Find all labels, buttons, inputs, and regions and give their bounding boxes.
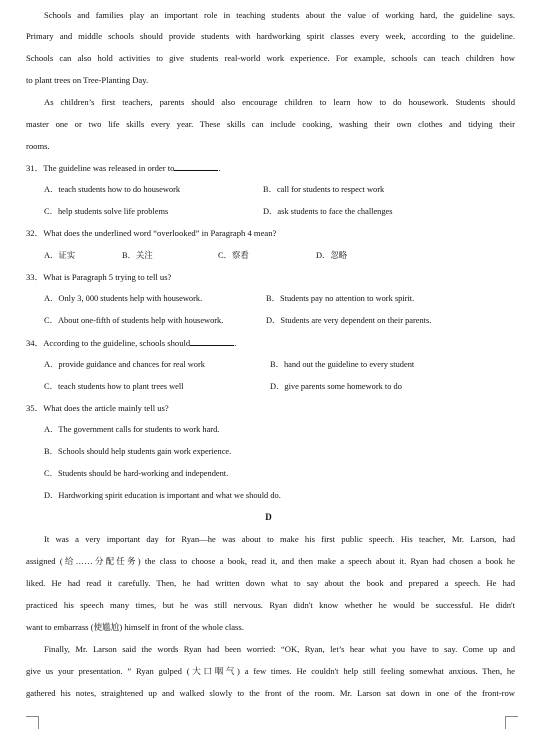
- passage-line: give us your presentation. ” Ryan gulped (大口咽气) a few times. He couldn't help still feeling somewhat anxious. Then, he: [26, 666, 515, 676]
- option-c: C．help students solve life problems: [44, 207, 169, 216]
- page-corner-mark: [505, 716, 518, 729]
- passage-line: assigned (给……分配任务) the class to choose a book, read it, and then make a speech about it. Ryan had chosen a book he: [26, 556, 515, 566]
- question-33-stem: 33．What is Paragraph 5 trying to tell us?: [26, 272, 172, 282]
- option-c: C．teach students how to plant trees well: [44, 382, 184, 391]
- question-text: 31．The guideline was released in order to: [26, 163, 175, 173]
- option-c: C．察看: [218, 251, 249, 260]
- passage-line: master one or two life skills every year. These skills can include cooking, washing their own clothes and tidying their: [26, 119, 515, 129]
- option-a: A．Only 3, 000 students help with housework.: [44, 294, 203, 303]
- option-b: B．Students pay no attention to work spirit.: [266, 294, 415, 303]
- option-b: B．关注: [122, 251, 153, 260]
- question-text-end: .: [234, 338, 237, 348]
- passage-line: Primary and middle schools should provide students with hardworking spirit classes every week, according to the guideline.: [26, 31, 515, 41]
- option-b: B．Schools should help students gain work experience.: [44, 447, 232, 456]
- passage-line: Finally, Mr. Larson said the words Ryan had been worried: “OK, Ryan, let’s hear what you have to say. Come up and: [44, 644, 515, 654]
- passage-line: want to embarrass (使尴尬) himself in front of the whole class.: [26, 622, 244, 632]
- option-d: D．give parents some homework to do: [270, 382, 402, 391]
- section-title: D: [265, 512, 272, 522]
- option-a: A．证实: [44, 251, 76, 260]
- option-d: D．Hardworking spirit education is important and what we should do.: [44, 491, 281, 500]
- option-a: A．The government calls for students to work hard.: [44, 425, 220, 434]
- option-c: C．About one-fifth of students help with housework.: [44, 316, 224, 325]
- passage-line: rooms.: [26, 141, 50, 151]
- option-d: D．忽略: [316, 251, 348, 260]
- passage-line: to plant trees on Tree-Planting Day.: [26, 75, 149, 85]
- option-d: D．Students are very dependent on their parents.: [266, 316, 432, 325]
- answer-blank: [190, 337, 237, 348]
- question-34-stem: [26, 337, 515, 349]
- question-31-stem: [26, 162, 515, 174]
- option-a: A．provide guidance and chances for real work: [44, 360, 205, 369]
- passage-line: practiced his speech many times, but he was still nervous. Ryan didn't know whether he would be successful. He didn't: [26, 600, 515, 610]
- passage-line: Schools and families play an important role in teaching students about the value of working hard, the guideline says.: [44, 10, 515, 20]
- question-text: 34．According to the guideline, schools should: [26, 338, 191, 348]
- question-35-stem: 35．What does the article mainly tell us?: [26, 403, 169, 413]
- option-b: B．hand out the guideline to every student: [270, 360, 415, 369]
- passage-line: As children’s first teachers, parents should also encourage children to learn how to do housework. Students should: [44, 97, 515, 107]
- option-a: A．teach students how to do housework: [44, 185, 181, 194]
- option-b: B．call for students to respect work: [263, 185, 385, 194]
- passage-line: Schools can also hold activities to give students real-world work experience. For example, schools can teach children how: [26, 53, 515, 63]
- option-d: D．ask students to face the challenges: [263, 207, 393, 216]
- passage-line: gathered his notes, straightened up and walked slowly to the front of the room. Mr. Larson sat down in one of the front-row: [26, 688, 515, 698]
- passage-line: liked. He had read it carefully. Then, he had written down what to say about the book and prepared a speech. He had: [26, 578, 515, 588]
- answer-blank: [174, 162, 221, 173]
- passage-line: It was a very important day for Ryan—he was about to make his first public speech. His teacher, Mr. Larson, had: [44, 534, 515, 544]
- option-c: C．Students should be hard-working and independent.: [44, 469, 229, 478]
- question-32-stem: 32．What does the underlined word “overlooked” in Paragraph 4 mean?: [26, 228, 277, 238]
- question-text-end: .: [218, 163, 221, 173]
- page-corner-mark: [26, 716, 39, 729]
